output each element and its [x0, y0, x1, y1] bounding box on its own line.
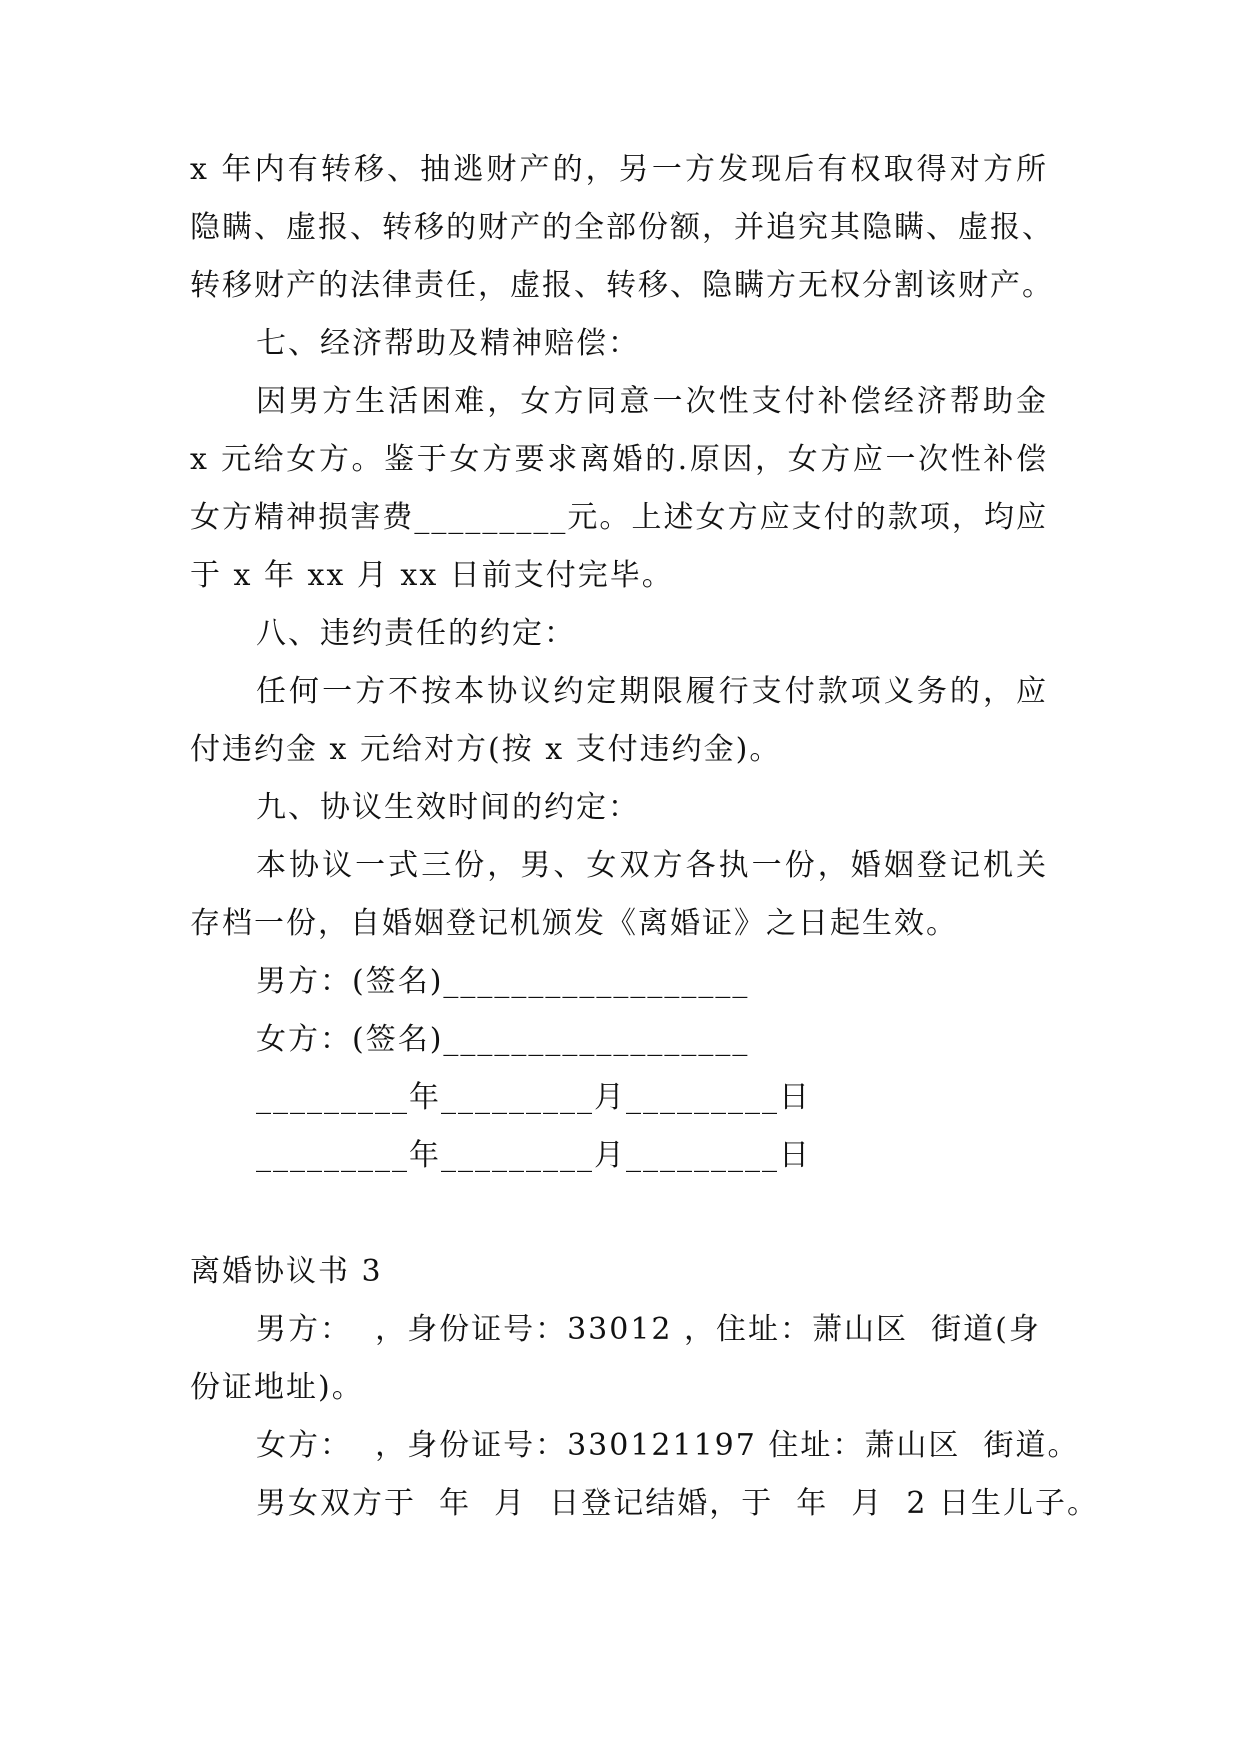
- signature-line-male: 男方：(签名)__________________: [256, 964, 750, 999]
- paragraph-line: 因男方生活困难，女方同意一次性支付补偿经济帮助金: [256, 384, 1048, 419]
- signature-line-female: 女方：(签名)__________________: [256, 1022, 750, 1057]
- paragraph-line: 女方： ，身份证号：330121197 住址：萧山区 街道。: [256, 1428, 1080, 1463]
- paragraph-line: 付违约金 x 元给对方(按 x 支付违约金)。: [190, 732, 782, 767]
- section-heading: 七、经济帮助及精神赔偿：: [256, 326, 640, 361]
- paragraph-line: 转移财产的法律责任，虚报、转移、隐瞒方无权分割该财产。: [190, 268, 1054, 303]
- paragraph-line: x 元给女方。鉴于女方要求离婚的.原因，女方应一次性补偿: [190, 442, 1048, 477]
- date-line: _________年_________月_________日: [256, 1138, 811, 1173]
- paragraph-line: 本协议一式三份，男、女双方各执一份，婚姻登记机关: [256, 848, 1048, 883]
- section-heading: 九、协议生效时间的约定：: [256, 790, 640, 825]
- paragraph-line: 存档一份，自婚姻登记机颁发《离婚证》之日起生效。: [190, 906, 958, 941]
- paragraph-line: 任何一方不按本协议约定期限履行支付款项义务的，应: [256, 674, 1048, 709]
- paragraph-line: 男方： ，身份证号：33012 ，住址：萧山区 街道(身: [256, 1312, 1041, 1347]
- paragraph-line: 份证地址)。: [190, 1370, 364, 1405]
- paragraph-line: 女方精神损害费_________元。上述女方应支付的款项，均应: [190, 500, 1048, 535]
- section-heading: 八、违约责任的约定：: [256, 616, 576, 651]
- paragraph-line: 男女双方于 年 月 日登记结婚，于 年 月 2 日生儿子。: [256, 1486, 1100, 1521]
- document-title: 离婚协议书 3: [190, 1254, 383, 1289]
- date-line: _________年_________月_________日: [256, 1080, 811, 1115]
- paragraph-line: 于 x 年 xx 月 xx 日前支付完毕。: [190, 558, 674, 593]
- paragraph-line: 隐瞒、虚报、转移的财产的全部份额，并追究其隐瞒、虚报、: [190, 210, 1054, 245]
- paragraph-line: x 年内有转移、抽逃财产的，另一方发现后有权取得对方所: [190, 152, 1048, 187]
